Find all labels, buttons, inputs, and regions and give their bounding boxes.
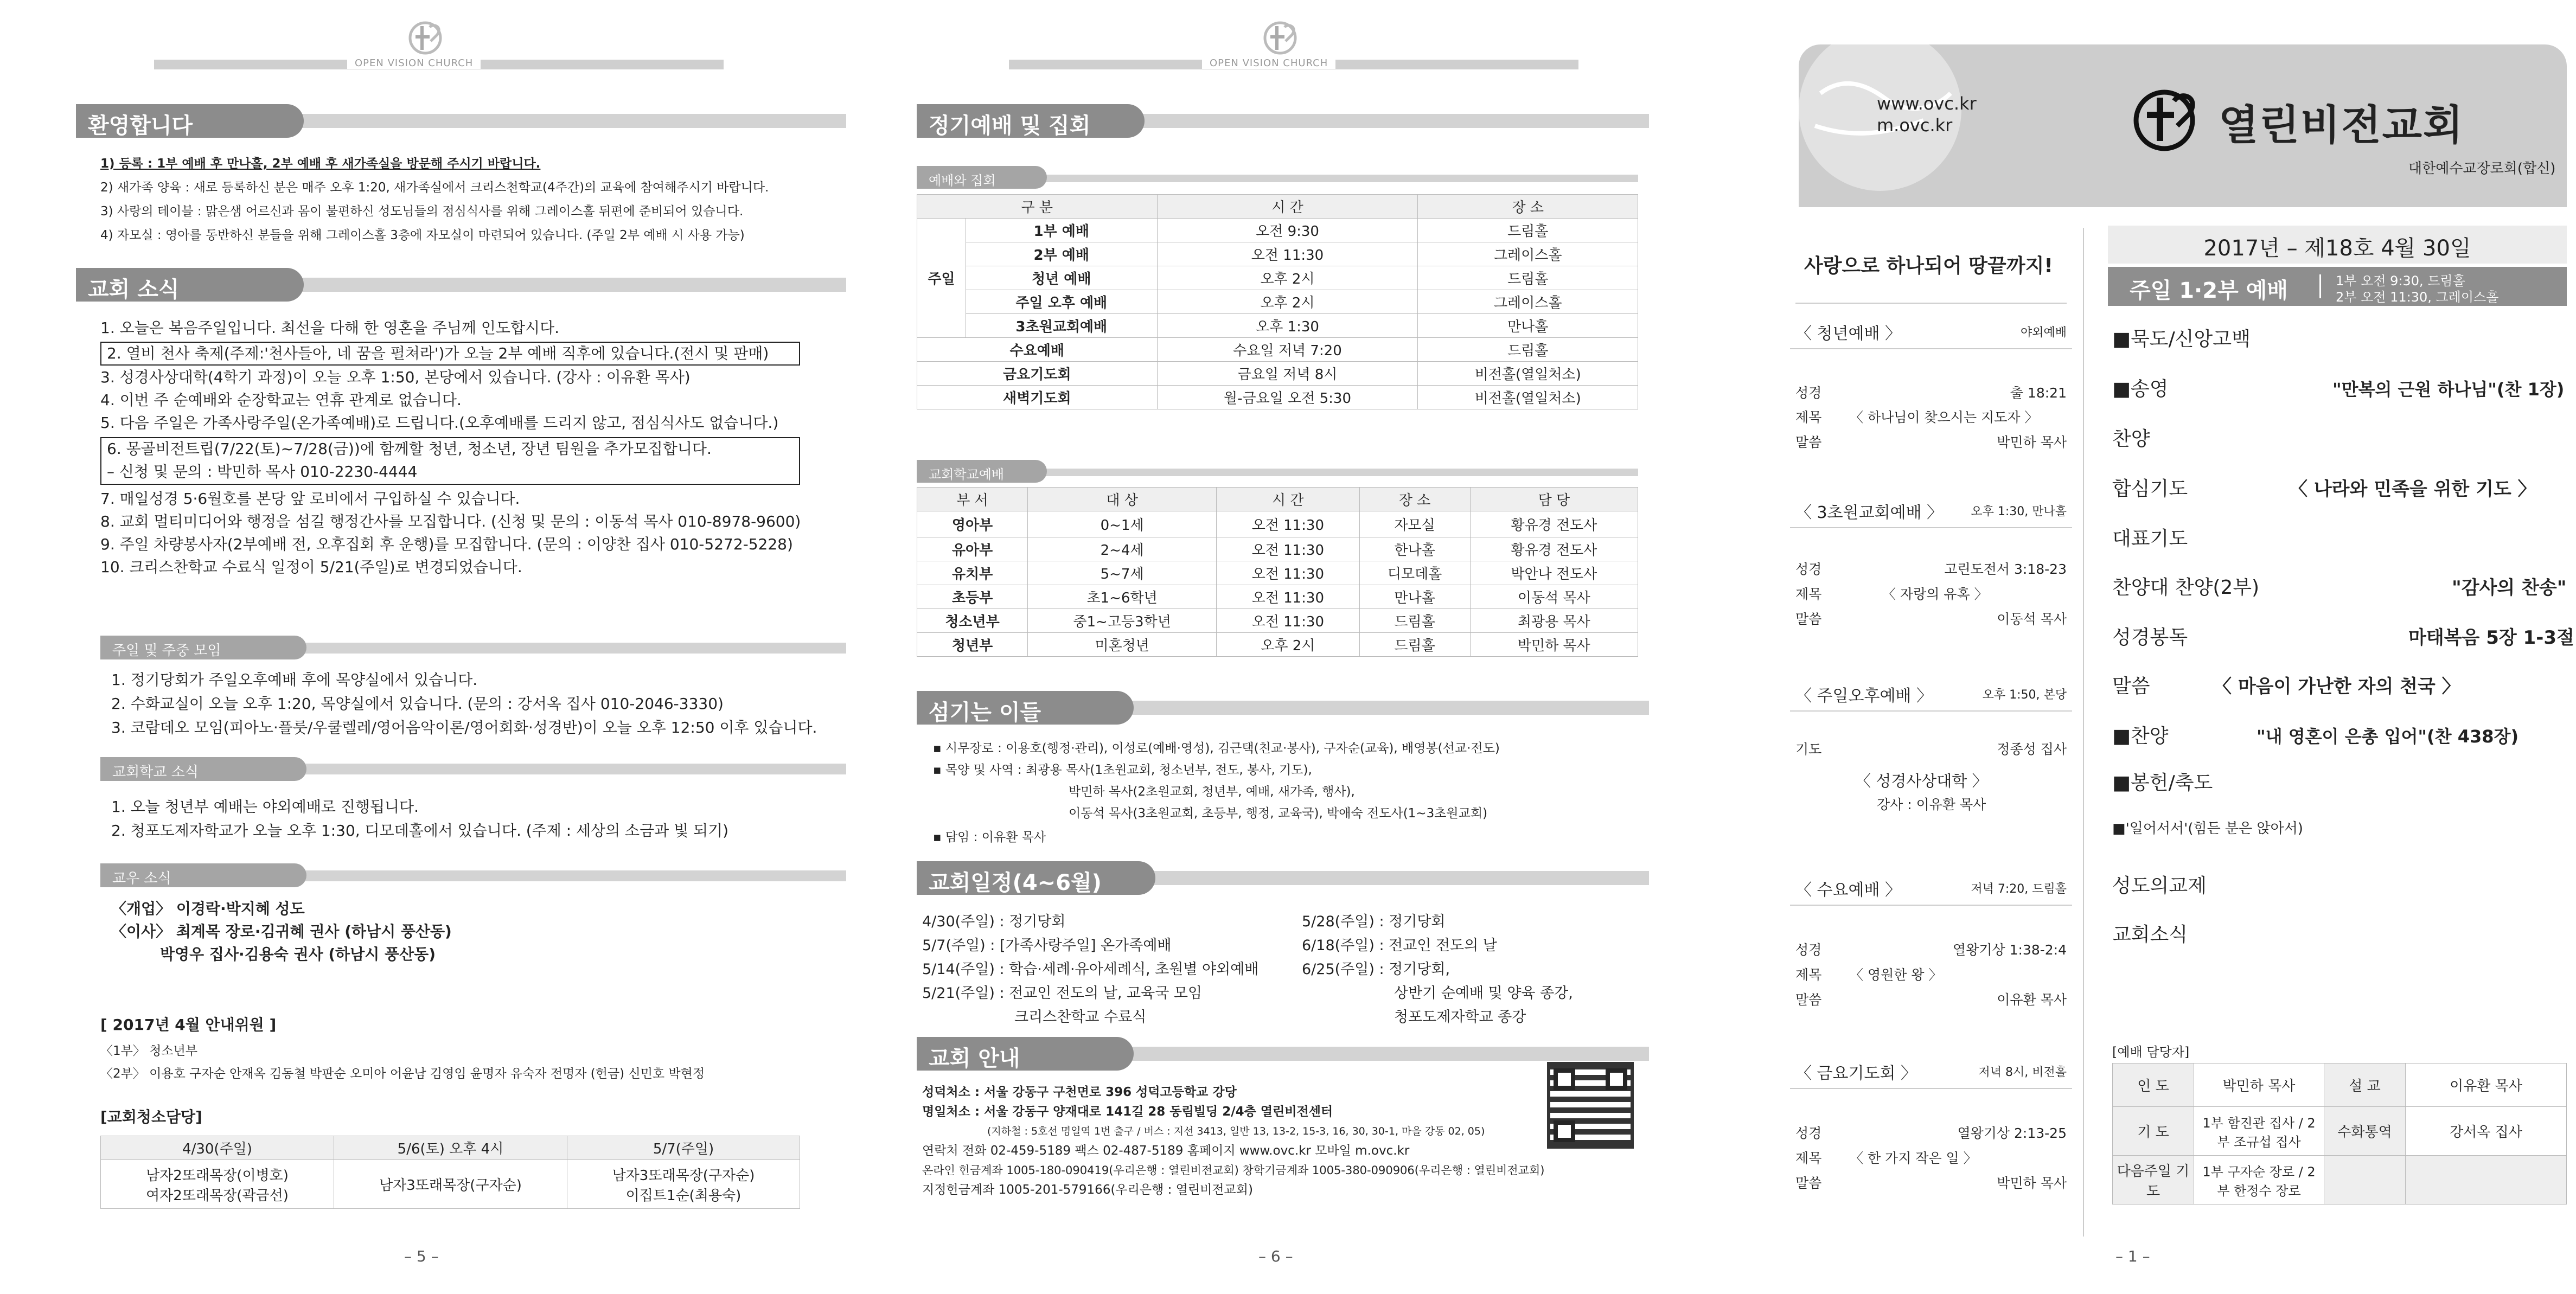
service-divider [2319,274,2321,298]
school-item: 2. 청포도제자학교가 오늘 오후 1:30, 디모데홀에서 있습니다. (주제 : 세상의 소금과 빛 되기) [111,822,729,840]
side-value: 이동석 목사 [1997,611,2067,627]
worship-name: 수요예배 [917,338,1158,362]
schedule-item: 5/21(주일) : 전교인 전도의 날, 교육국 모임 [922,985,1203,1002]
header-church-name: OPEN VISION CHURCH [347,57,481,69]
sunday-item: 2. 수화교실이 오늘 오후 1:20, 목양실에서 있습니다. (문의 : 강서옥 집사 010-2046-3330) [111,695,724,713]
order-detail: 〈 마음이 가난한 자의 천국 〉 [2213,676,2460,697]
section-bar [282,114,846,128]
worship-name: 금요기도회 [917,362,1158,386]
school-cell: 이동석 목사 [1470,585,1638,609]
schedule-item: 청포도제자학교 종강 [1394,1009,1526,1026]
staff-table [2112,1063,2567,1205]
side-value: 〈 한 가지 작은 일 〉 [1850,1150,1977,1166]
side-label: 기도 [1795,741,1822,757]
staff-cell: 인 도 [2113,1064,2194,1107]
school-cell: 오전 11:30 [1217,585,1359,609]
motto-underline [1795,271,2067,304]
side-value: 열왕기상 1:38-2:4 [1953,942,2067,958]
news-item: 4. 이번 주 순예배와 순장학교는 연휴 관계로 없습니다. [100,391,462,409]
side-value: 출 18:21 [2010,385,2067,401]
side-value: 이유환 목사 [1997,992,2067,1008]
church-logo-icon [1261,16,1304,60]
order-item: ■묵도/신앙고백 [2112,328,2251,350]
news-item: 3. 성경사상대학(4학기 과정)이 오늘 오후 1:50, 본당에서 있습니다. (강사 : 이유환 목사) [100,368,691,386]
worship-name: 청년 예배 [966,266,1158,290]
staff-cell: 다음주일 기도 [2113,1156,2194,1205]
worship-place: 드림홀 [1418,266,1638,290]
service-time: 1부 오전 9:30, 드림홀 [2336,273,2465,289]
worship-name: 주일 오후 예배 [966,290,1158,314]
staff-cell: 설 교 [2324,1064,2406,1107]
order-detail: 〈 나라와 민족을 위한 기도 〉 [2289,478,2536,500]
worship-table [917,194,1638,409]
school-cell: 청소년부 [917,609,1028,633]
worship-name: 새벽기도회 [917,386,1158,409]
section-title-welcome: 환영합니다 [76,104,304,138]
section-title-members: 교우 소식 [100,863,306,887]
worship-header: 시 간 [1157,195,1418,219]
staff-cell [2406,1156,2567,1205]
section-title-worship: 정기예배 및 집회 [917,104,1145,138]
worship-name: 3초원교회예배 [966,314,1158,338]
section-bar [1107,871,1649,885]
info-line: 성덕처소 : 서울 강동구 구천면로 396 성덕고등학교 강당 [922,1085,1237,1099]
mobile-url: m.ovc.kr [1877,115,1953,136]
cleaning-header: 4/30(주일) [101,1136,334,1160]
worship-header: 구 분 [917,195,1158,219]
worship-header: 장 소 [1418,195,1638,219]
servers-line: ▪ 목양 및 사역 : 최광용 목사(1초원교회, 청소년부, 전도, 봉사, 기도), [933,763,1312,777]
school-cell: 박안나 전도사 [1470,561,1638,585]
staff-title: [예배 담당자] [2112,1045,2190,1060]
side-label: 성경 [1795,1125,1822,1141]
side-value: 정종성 집사 [1997,741,2067,757]
news-item: 6. 몽골비전트립(7/22(토)~7/28(금))에 함께할 청년, 청소년, 장년 팀원을 추가모집합니다. [107,440,712,458]
school-cell: 드림홀 [1359,633,1470,657]
sunday-item: 3. 코람데오 모임(피아노·플룻/우쿨렐레/영어음악이론/영어회화·성경반)이 오늘 오후 12:50 이후 있습니다. [111,719,817,736]
side-block-title: 〈 수요예배 〉 [1795,881,1901,900]
side-block [1790,488,2072,662]
schedule-item: 4/30(주일) : 정기당회 [922,913,1066,930]
guides-line: 〈1부〉 청소년부 [100,1044,198,1058]
section-bar [304,643,846,654]
side-value: 〈 성경사상대학 〉 [1855,772,1988,790]
page-number: – 5 – [404,1247,439,1265]
school-cell: 오전 11:30 [1217,609,1359,633]
side-label: 성경 [1795,561,1822,577]
news-item: 5. 다음 주일은 가족사랑주일(온가족예배)로 드립니다.(오후예배를 드리지 않고, 점심식사도 없습니다.) [100,414,779,432]
section-bar [1107,114,1649,128]
section-bar [1107,1047,1649,1061]
side-block-title: 〈 주일오후예배 〉 [1795,687,1933,706]
school-header: 담 당 [1470,488,1638,511]
school-cell: 오전 11:30 [1217,537,1359,561]
info-line: 온라인 헌금계좌 1005-180-090419(우리은행 : 열린비전교회) 창학기금계좌 1005-380-090906(우리은행 : 열린비전교회) [922,1164,1545,1177]
news-item: 7. 매일성경 5·6월호를 본당 앞 로비에서 구입하실 수 있습니다. [100,490,520,508]
side-divider [1790,348,2072,349]
schedule-item: 크리스찬학교 수료식 [1014,1009,1147,1026]
worship-group: 주일 [917,219,966,338]
staff-cell: 기 도 [2113,1107,2194,1156]
school-cell: 초등부 [917,585,1028,609]
schedule-item: 5/7(주일) : [가족사랑주일] 온가족예배 [922,937,1172,954]
school-header: 대 상 [1028,488,1217,511]
info-line: 명일처소 : 서울 강동구 양재대로 141길 28 동림빌딩 2/4층 열린비전센터 [922,1105,1333,1119]
side-value: 박민하 목사 [1997,1175,2067,1191]
school-cell: 황유경 전도사 [1470,511,1638,537]
worship-time: 오전 9:30 [1157,219,1418,242]
school-cell: 영아부 [917,511,1028,537]
side-label: 제목 [1795,409,1822,425]
worship-place: 드림홀 [1418,219,1638,242]
side-block-note: 저녁 7:20, 드림홀 [1971,882,2067,896]
worship-place: 비전홀(열일처소) [1418,362,1638,386]
side-label: 제목 [1795,586,1822,602]
order-item: 합심기도 [2112,478,2188,500]
side-value: 고린도전서 3:18-23 [1944,561,2067,577]
church-logo-icon [406,16,449,60]
staff-cell: 수화통역 [2324,1107,2406,1156]
side-block-title: 〈 3초원교회예배 〉 [1795,503,1944,522]
website-url: www.ovc.kr [1877,93,1977,114]
school-cell: 만나홀 [1359,585,1470,609]
section-title-schedule: 교회일정(4~6월) [917,861,1155,895]
info-line: 지정헌금계좌 1005-201-579166(우리은행 : 열린비전교회) [922,1183,1253,1197]
qr-code-icon [1547,1062,1634,1149]
side-block-title: 〈 금요기도회 〉 [1795,1064,1917,1083]
staff-cell: 1부 함진관 집사 / 2부 조규섭 집사 [2194,1107,2324,1156]
service-banner [2108,267,2567,306]
staff-cell: 이유환 목사 [2406,1064,2567,1107]
denomination: 대한예수교장로회(합신) [2408,161,2556,177]
servers-line: 이동석 목사(3초원교회, 초등부, 행정, 교육국), 박애숙 전도사(1~3초원교회) [1069,806,1488,821]
section-bar [304,764,846,774]
order-detail: "감사의 찬송" [2452,577,2567,599]
cleaning-header: 5/7(주일) [567,1136,800,1160]
school-cell: 한나홀 [1359,537,1470,561]
worship-time: 수요일 저녁 7:20 [1157,338,1418,362]
side-block [1790,868,2072,1041]
side-value: 〈 하나님이 찾으시는 지도자 〉 [1850,409,2038,425]
side-value: 〈 자랑의 유혹 〉 [1882,586,1988,602]
school-cell: 드림홀 [1359,609,1470,633]
side-label: 말씀 [1795,1175,1822,1191]
header-church-name: OPEN VISION CHURCH [1202,57,1335,69]
side-block-note: 야외예배 [2020,326,2067,339]
side-value: 〈 영원한 왕 〉 [1850,967,1942,983]
subsection-school: 교회학교예배 [917,460,1047,483]
order-detail: "만복의 근원 하나님"(찬 1장) [2332,379,2565,400]
worship-time: 금요일 저녁 8시 [1157,362,1418,386]
order-item: ■송영 [2112,378,2169,400]
school-cell: 유아부 [917,537,1028,561]
news-item: 10. 크리스찬학교 수료식 일정이 5/21(주일)로 변경되었습니다. [100,558,522,576]
guides-line: 〈2부〉 이용호 구자순 안재옥 김동철 박판순 오미아 어윤남 김영임 윤명자 유숙자 전명자 (헌금) 신민호 박현정 [100,1067,705,1081]
order-detail: 마태복음 5장 1-3절 [2408,627,2574,649]
side-block [1790,1052,2072,1226]
school-cell: 유치부 [917,561,1028,585]
worship-place: 비전홀(열일처소) [1418,386,1638,409]
order-item: 성경봉독 [2112,626,2188,649]
school-cell: 청년부 [917,633,1028,657]
cleaning-text: 남자3또래목장(구자순) [379,1177,522,1194]
news-item: 8. 교회 멀티미디어와 행정을 섬길 행정간사를 모집합니다. (신청 및 문의 : 이동석 목사 010-8978-9600) [100,513,801,530]
column-divider [2083,228,2084,1237]
school-cell: 5~7세 [1028,561,1217,585]
section-bar [304,870,846,881]
side-block-note: 오후 1:50, 본당 [1982,688,2067,702]
section-title-news: 교회 소식 [76,268,304,302]
school-cell: 황유경 전도사 [1470,537,1638,561]
order-item: ■'일어서서'(힘든 분은 앉아서) [2112,821,2303,837]
worship-place: 만나홀 [1418,314,1638,338]
school-cell: 최광용 목사 [1470,609,1638,633]
worship-place: 드림홀 [1418,338,1638,362]
side-block [1790,304,2072,477]
side-block-title: 〈 청년예배 〉 [1795,324,1901,343]
schedule-item: 상반기 순예배 및 양육 종강, [1394,985,1573,1002]
page-5 [0,0,857,1294]
cleaning-text: 이집트1순(최용숙) [625,1187,742,1204]
news-item: 9. 주일 차량봉사자(2부예배 전, 오후집회 후 운행)를 모집합니다. (문의 : 이양찬 집사 010-5272-5228) [100,535,793,553]
school-cell: 오후 2시 [1217,633,1359,657]
side-block-note: 저녁 8시, 비전홀 [1978,1066,2067,1079]
schedule-item: 6/25(주일) : 정기당회, [1302,961,1450,978]
staff-cell [2324,1156,2406,1205]
order-item: 대표기도 [2112,528,2188,550]
section-title-school: 교회학교 소식 [100,757,306,781]
section-bar [282,278,846,292]
church-logo-icon [2132,81,2208,157]
order-item: 말씀 [2112,675,2150,697]
section-title-info: 교회 안내 [917,1037,1134,1071]
side-divider [1790,905,2072,906]
page-6 [879,0,1736,1294]
staff-cell: 1부 구자순 장로 / 2부 한정수 장로 [2194,1156,2324,1205]
servers-line: ▪ 담임 : 이유환 목사 [933,830,1046,844]
worship-time: 월-금요일 오전 5:30 [1157,386,1418,409]
section-title-sunday: 주일 및 주중 모임 [100,636,306,659]
school-cell: 2~4세 [1028,537,1217,561]
page-number: – 6 – [1258,1247,1293,1265]
cleaning-text: 여자2또래목장(곽금선) [146,1187,289,1204]
subsection-worship: 예배와 집회 [917,166,1047,189]
news-item-boxed: 2. 열비 천사 축제(주제:'천사들아, 네 꿈을 펼쳐라')가 오늘 2부 예배 직후에 있습니다.(전시 및 판매) [100,342,800,366]
member-item: 〈개업〉 이경락·박지혜 성도 [111,900,305,918]
side-value: 강사 : 이유환 목사 [1877,797,1986,812]
info-line: 연락처 전화 02-459-5189 팩스 02-487-5189 홈페이지 www.ovc.kr 모바일 m.ovc.kr [922,1144,1410,1158]
service-time: 2부 오전 11:30, 그레이스홀 [2336,290,2499,305]
servers-line: 박민하 목사(2초원교회, 청년부, 예배, 새가족, 행사), [1069,785,1355,799]
welcome-item: 2) 새가족 양육 : 새로 등록하신 분은 매주 오후 1:20, 새가족실에서 크리스천학교(4주간)의 교육에 참여해주시기 바랍니다. [100,181,769,195]
school-header: 시 간 [1217,488,1359,511]
worship-time: 오후 1:30 [1157,314,1418,338]
school-cell: 0~1세 [1028,511,1217,537]
welcome-item: 4) 자모실 : 영아를 동반하신 분들을 위해 그레이스홀 3층에 자모실이 마련되어 있습니다. (주일 2부 예배 시 사용 가능) [100,228,745,242]
side-label: 제목 [1795,967,1822,983]
order-detail: "내 영혼이 은총 입어"(찬 438장) [2257,726,2519,747]
welcome-item: 3) 사랑의 테이블 : 맑은샘 어르신과 몸이 불편하신 성도님들의 점심식사를 위해 그레이스홀 뒤편에 준비되어 있습니다. [100,204,744,219]
worship-name: 2부 예배 [966,242,1158,266]
cleaning-text: 남자2또래목장(이병호) [146,1167,289,1184]
school-item: 1. 오늘 청년부 예배는 야외예배로 진행됩니다. [111,798,419,816]
school-cell: 자모실 [1359,511,1470,537]
school-cell: 박민하 목사 [1470,633,1638,657]
school-table [917,487,1638,657]
sunday-item: 1. 정기당회가 주일오후예배 후에 목양실에서 있습니다. [111,671,478,689]
order-item: 찬양대 찬양(2부) [2112,576,2260,599]
section-bar [1107,701,1649,715]
qr-finder-icon [1554,1068,1575,1090]
school-cell: 중1~고등3학년 [1028,609,1217,633]
cleaning-header: 5/6(토) 오후 4시 [334,1136,567,1160]
worship-time: 오후 2시 [1157,266,1418,290]
side-schedule [1790,304,2072,1226]
schedule-item: 5/28(주일) : 정기당회 [1302,913,1446,930]
order-item: ■봉헌/축도 [2112,772,2213,794]
worship-name: 1부 예배 [966,219,1158,242]
issue-date: 2017년 – 제18호 4월 30일 [2108,226,2567,264]
church-name: 열린비전교회 [2219,101,2464,149]
motto: 사랑으로 하나되어 땅끝까지! [1804,255,2053,277]
staff-cell: 강서옥 집사 [2406,1107,2567,1156]
cleaning-cell [567,1160,800,1209]
cleaning-text: 남자3또래목장(구자순) [612,1167,755,1184]
side-value: 열왕기상 2:13-25 [1957,1125,2067,1141]
qr-finder-icon [1606,1068,1627,1090]
qr-finder-icon [1554,1120,1575,1142]
order-item: 교회소식 [2112,924,2188,946]
member-item: 〈이사〉 최계목 장로·김귀혜 권사 (하남시 풍산동) [111,923,452,940]
side-block-note: 오후 1:30, 만나홀 [1971,505,2067,518]
side-label: 말씀 [1795,992,1822,1008]
worship-time: 오후 2시 [1157,290,1418,314]
side-label: 성경 [1795,385,1822,401]
worship-place: 그레이스홀 [1418,242,1638,266]
cleaning-cell [334,1160,567,1209]
side-divider [1790,1088,2072,1089]
worship-place: 그레이스홀 [1418,290,1638,314]
section-title-servers: 섬기는 이들 [917,691,1134,725]
welcome-item: 1) 등록 : 1부 예배 후 만나홀, 2부 예배 후 새가족실을 방문해 주시기 바랍니다. [100,157,541,171]
member-item: 박영우 집사·김용숙 권사 (하남시 풍산동) [160,945,436,963]
school-cell: 미혼청년 [1028,633,1217,657]
schedule-item: 6/18(주일) : 전교인 전도의 날 [1302,937,1497,954]
school-header: 장 소 [1359,488,1470,511]
school-header: 부 서 [917,488,1028,511]
order-item: 찬양 [2112,428,2150,450]
order-item: 성도의교제 [2112,875,2207,897]
guides-title: [ 2017년 4월 안내위원 ] [100,1016,277,1034]
page-number: – 1 – [2115,1247,2150,1265]
school-cell: 디모데홀 [1359,561,1470,585]
side-label: 말씀 [1795,611,1822,627]
side-label: 말씀 [1795,434,1822,450]
service-title: 주일 1·2부 예배 [2130,278,2288,303]
side-label: 제목 [1795,1150,1822,1166]
side-block [1790,672,2072,857]
news-item: – 신청 및 문의 : 박민하 목사 010-2230-4444 [107,463,418,481]
staff-cell: 박민하 목사 [2194,1064,2324,1107]
servers-line: ▪ 시무장로 : 이용호(행정·관리), 이성로(예배·영성), 김근택(친교·봉사), 구자순(교육), 배영봉(선교·전도) [933,741,1500,755]
school-cell: 오전 11:30 [1217,511,1359,537]
order-item: ■찬양 [2112,725,2169,747]
cleaning-cell [101,1160,334,1209]
school-cell: 오전 11:30 [1217,561,1359,585]
info-line: (지하철 : 5호선 명일역 1번 출구 / 버스 : 지선 3413, 일반 13, 13-2, 15-3, 16, 30, 30-1, 마을 강동 02, 05) [987,1125,1485,1137]
school-cell: 초1~6학년 [1028,585,1217,609]
side-divider [1790,710,2072,712]
news-item: 1. 오늘은 복음주일입니다. 최선을 다해 한 영혼을 주님께 인도합시다. [100,319,560,337]
side-divider [1790,527,2072,528]
side-value: 박민하 목사 [1997,434,2067,450]
cleaning-table [100,1136,800,1209]
schedule-item: 5/14(주일) : 학습·세례·유아세례식, 초원별 야외예배 [922,961,1259,978]
cleaning-title: [교회청소담당] [100,1108,202,1126]
side-label: 성경 [1795,942,1822,958]
worship-time: 오전 11:30 [1157,242,1418,266]
